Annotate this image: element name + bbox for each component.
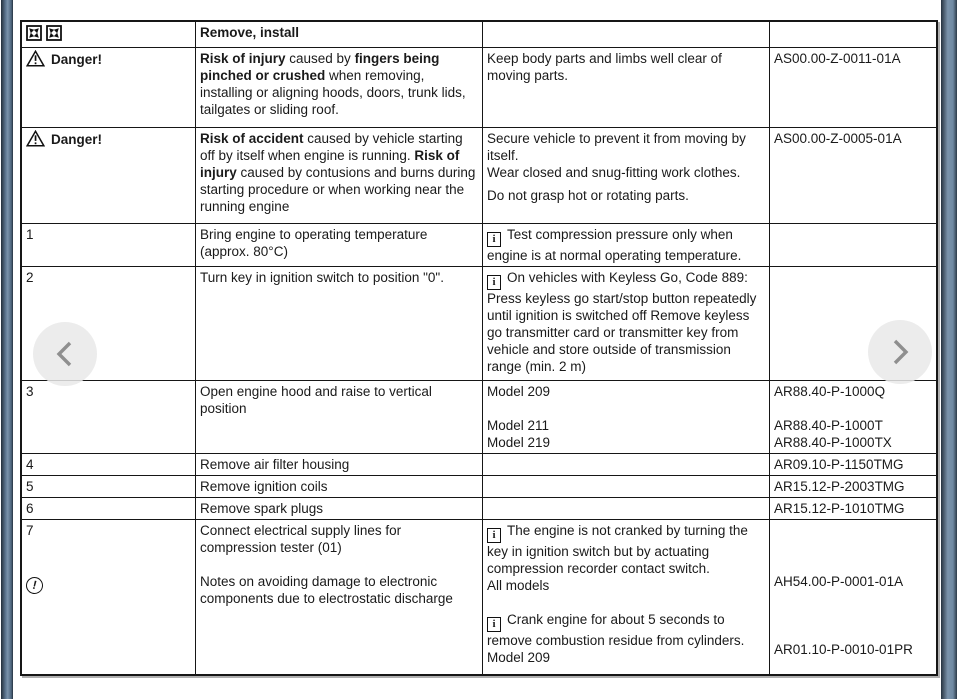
- cell-paragraph: [487, 417, 764, 434]
- cell-step-4-symbol: [22, 454, 196, 476]
- info-icon: i: [487, 229, 501, 247]
- cell-text: AS00.00-Z-0005-01A: [774, 131, 902, 146]
- cell-text: All models: [487, 578, 550, 593]
- cell-text: Model 209: [487, 384, 551, 399]
- cell-paragraph: [26, 269, 190, 286]
- cell-text: AS00.00-Z-0011-01A: [774, 51, 901, 66]
- cell-paragraph: [200, 478, 477, 495]
- cell-text: Model 219: [487, 435, 551, 450]
- cell-paragraph: [200, 50, 477, 118]
- cell-step-4-info: [483, 454, 770, 476]
- cell-text: On vehicles with Keyless Go, Code 889: Press keyless go start/stop button repeatedly until ignition is switched off Remove keyless go transmitter card or transmitter key from vehicle and store outside of transmission range (min. 2 m): [487, 270, 757, 374]
- cell-text: Do not grasp hot or rotating parts.: [487, 188, 689, 203]
- cell-step-1-symbol: [22, 224, 196, 267]
- cell-text: AR15.12-P-2003TMG: [774, 479, 905, 494]
- left-edge-stripe: [1, 0, 13, 699]
- cell-paragraph: [200, 522, 477, 556]
- cell-paragraph: [487, 187, 764, 204]
- cell-text: 7: [26, 523, 34, 538]
- cell-text: 3: [26, 384, 34, 399]
- cell-header-procedure: [196, 22, 483, 48]
- cell-text: AR09.10-P-1150TMG: [774, 457, 904, 472]
- info-icon: i: [487, 525, 501, 543]
- cell-text: AR88.40-P-1000Q: [774, 384, 886, 399]
- cell-paragraph: [774, 456, 931, 473]
- cell-text: AR15.12-P-1010TMG: [774, 501, 905, 516]
- cell-text: AR01.10-P-0010-01PR: [774, 642, 913, 657]
- cell-text: 1: [26, 227, 34, 242]
- cell-step-3-symbol: [22, 381, 196, 454]
- cell-paragraph: [774, 641, 931, 658]
- cell-danger-2-symbol: [22, 128, 196, 224]
- cell-paragraph: [26, 500, 190, 517]
- cell-paragraph: [774, 383, 931, 400]
- cell-text: Model 209: [487, 650, 551, 665]
- cell-paragraph: [26, 573, 190, 594]
- cell-paragraph: [774, 500, 931, 517]
- cell-text: fingers being pinched or crushed: [200, 51, 440, 83]
- cell-danger-1-symbol: [22, 48, 196, 128]
- cell-paragraph: [487, 522, 764, 577]
- cell-paragraph: [487, 649, 764, 666]
- cell-step-1-document: [770, 224, 936, 267]
- cell-text: Danger!: [51, 52, 103, 67]
- cell-step-7-symbol: [22, 520, 196, 674]
- danger-icon: [26, 130, 45, 151]
- cell-paragraph: [774, 573, 931, 590]
- cell-step-6-symbol: [22, 498, 196, 520]
- cell-paragraph: [487, 577, 764, 594]
- cell-text: Secure vehicle to prevent it from moving by itself.: [487, 131, 746, 163]
- cell-paragraph: [26, 130, 190, 151]
- cell-step-7-procedure: [196, 520, 483, 674]
- next-page-button[interactable]: [868, 320, 932, 384]
- cell-header-info: [483, 22, 770, 48]
- chevron-left-icon: [52, 338, 78, 370]
- cell-step-7-info: [483, 520, 770, 674]
- cell-text: Model 211: [487, 418, 550, 433]
- cell-paragraph: [487, 383, 764, 400]
- cell-text: 2: [26, 270, 34, 285]
- cell-paragraph: [487, 434, 764, 451]
- cell-step-1-info: [483, 224, 770, 267]
- cell-paragraph: [26, 226, 190, 243]
- cell-paragraph: [200, 573, 477, 607]
- esd-icon: !: [26, 576, 43, 594]
- cell-paragraph: [487, 269, 764, 375]
- cell-text: Danger!: [51, 132, 103, 147]
- cell-paragraph: [774, 50, 931, 67]
- cell-paragraph: [200, 226, 477, 260]
- cell-paragraph: [26, 456, 190, 473]
- cell-step-6-procedure: [196, 498, 483, 520]
- cell-text: Bring engine to operating temperature (approx. 80°C): [200, 227, 428, 259]
- cell-text: The engine is not cranked by turning the key in ignition switch but by actuating compression recorder contact switch.: [487, 523, 748, 576]
- cell-paragraph: [774, 434, 931, 451]
- cell-step-4-procedure: [196, 454, 483, 476]
- cell-text: 5: [26, 479, 34, 494]
- cell-paragraph: [26, 50, 190, 71]
- cell-step-2-procedure: [196, 267, 483, 381]
- cell-text: Crank engine for about 5 seconds to remove combustion residue from cylinders.: [487, 612, 745, 648]
- cell-step-1-procedure: [196, 224, 483, 267]
- cell-danger-1-info: [483, 48, 770, 128]
- danger-icon: [26, 50, 45, 71]
- cell-paragraph: [774, 417, 931, 434]
- cell-step-5-info: [483, 476, 770, 498]
- cell-text: Risk of injury: [200, 148, 460, 180]
- cell-paragraph: [774, 130, 931, 147]
- cell-text: Test compression pressure only when engine is at normal operating temperature.: [487, 227, 742, 263]
- cell-header-symbol: [22, 22, 196, 48]
- cell-text: caused by vehicle starting off by itself when engine is running.: [200, 131, 463, 163]
- cell-text: AR88.40-P-1000TX: [774, 435, 892, 450]
- cell-step-3-procedure: [196, 381, 483, 454]
- cell-paragraph: [200, 130, 477, 215]
- cell-text: Notes on avoiding damage to electronic components due to electrostatic discharge: [200, 574, 453, 606]
- cell-danger-2-procedure: [196, 128, 483, 224]
- cell-danger-2-document: [770, 128, 936, 224]
- cell-text: Remove air filter housing: [200, 457, 350, 472]
- info-icon: i: [487, 614, 501, 632]
- cell-paragraph: [26, 383, 190, 400]
- cell-paragraph: [200, 500, 477, 517]
- cell-text: when removing, installing or aligning hoods, doors, trunk lids, tailgates or sliding roof.: [200, 68, 466, 117]
- cell-text: caused by contusions and burns during starting procedure or when working near the running engine: [200, 165, 476, 214]
- info-icon: i: [487, 272, 501, 290]
- cell-text: Remove, install: [200, 25, 300, 40]
- cell-text: Connect electrical supply lines for compression tester (01): [200, 523, 402, 555]
- cell-paragraph: [26, 522, 190, 539]
- cell-text: Risk of accident: [200, 131, 304, 146]
- cell-text: caused by: [285, 51, 355, 66]
- cell-step-2-info: [483, 267, 770, 381]
- cell-text: AR88.40-P-1000T: [774, 418, 883, 433]
- cell-step-6-document: [770, 498, 936, 520]
- cell-text: Risk of injury: [200, 51, 286, 66]
- cell-danger-1-document: [770, 48, 936, 128]
- cell-step-5-procedure: [196, 476, 483, 498]
- cell-paragraph: [774, 478, 931, 495]
- cell-paragraph: [487, 611, 764, 649]
- cell-paragraph: [26, 24, 190, 45]
- cell-paragraph: [487, 50, 764, 84]
- cell-text: Keep body parts and limbs well clear of moving parts.: [487, 51, 722, 83]
- cell-text: 6: [26, 501, 34, 516]
- cell-danger-1-procedure: [196, 48, 483, 128]
- chevron-right-icon: [887, 336, 913, 368]
- cell-text: Wear closed and snug-fitting work clothes.: [487, 165, 741, 180]
- cell-text: Turn key in ignition switch to position "0".: [200, 270, 444, 285]
- cell-text: Remove ignition coils: [200, 479, 328, 494]
- cell-paragraph: [200, 383, 477, 417]
- cell-step-6-info: [483, 498, 770, 520]
- cell-paragraph: [487, 130, 764, 164]
- cell-step-4-document: [770, 454, 936, 476]
- collapse-icon[interactable]: [46, 25, 62, 45]
- cell-step-3-info: [483, 381, 770, 454]
- cell-paragraph: [200, 269, 477, 286]
- cell-text: Open engine hood and raise to vertical position: [200, 384, 432, 416]
- cell-danger-2-info: [483, 128, 770, 224]
- cell-step-3-document: [770, 381, 936, 454]
- cell-paragraph: [487, 226, 764, 264]
- cell-paragraph: [200, 24, 477, 41]
- cell-paragraph: [487, 164, 764, 181]
- cell-text: 4: [26, 457, 34, 472]
- cell-paragraph: [200, 456, 477, 473]
- cell-paragraph: [26, 478, 190, 495]
- cell-step-5-document: [770, 476, 936, 498]
- cell-header-document: [770, 22, 936, 48]
- cell-text: AH54.00-P-0001-01A: [774, 574, 904, 589]
- procedure-table: [20, 20, 938, 676]
- cell-step-5-symbol: [22, 476, 196, 498]
- right-edge-stripe: [941, 0, 957, 699]
- prev-page-button[interactable]: [33, 322, 97, 386]
- cell-step-7-document: [770, 520, 936, 674]
- collapse-icon[interactable]: [26, 25, 42, 45]
- cell-text: Remove spark plugs: [200, 501, 324, 516]
